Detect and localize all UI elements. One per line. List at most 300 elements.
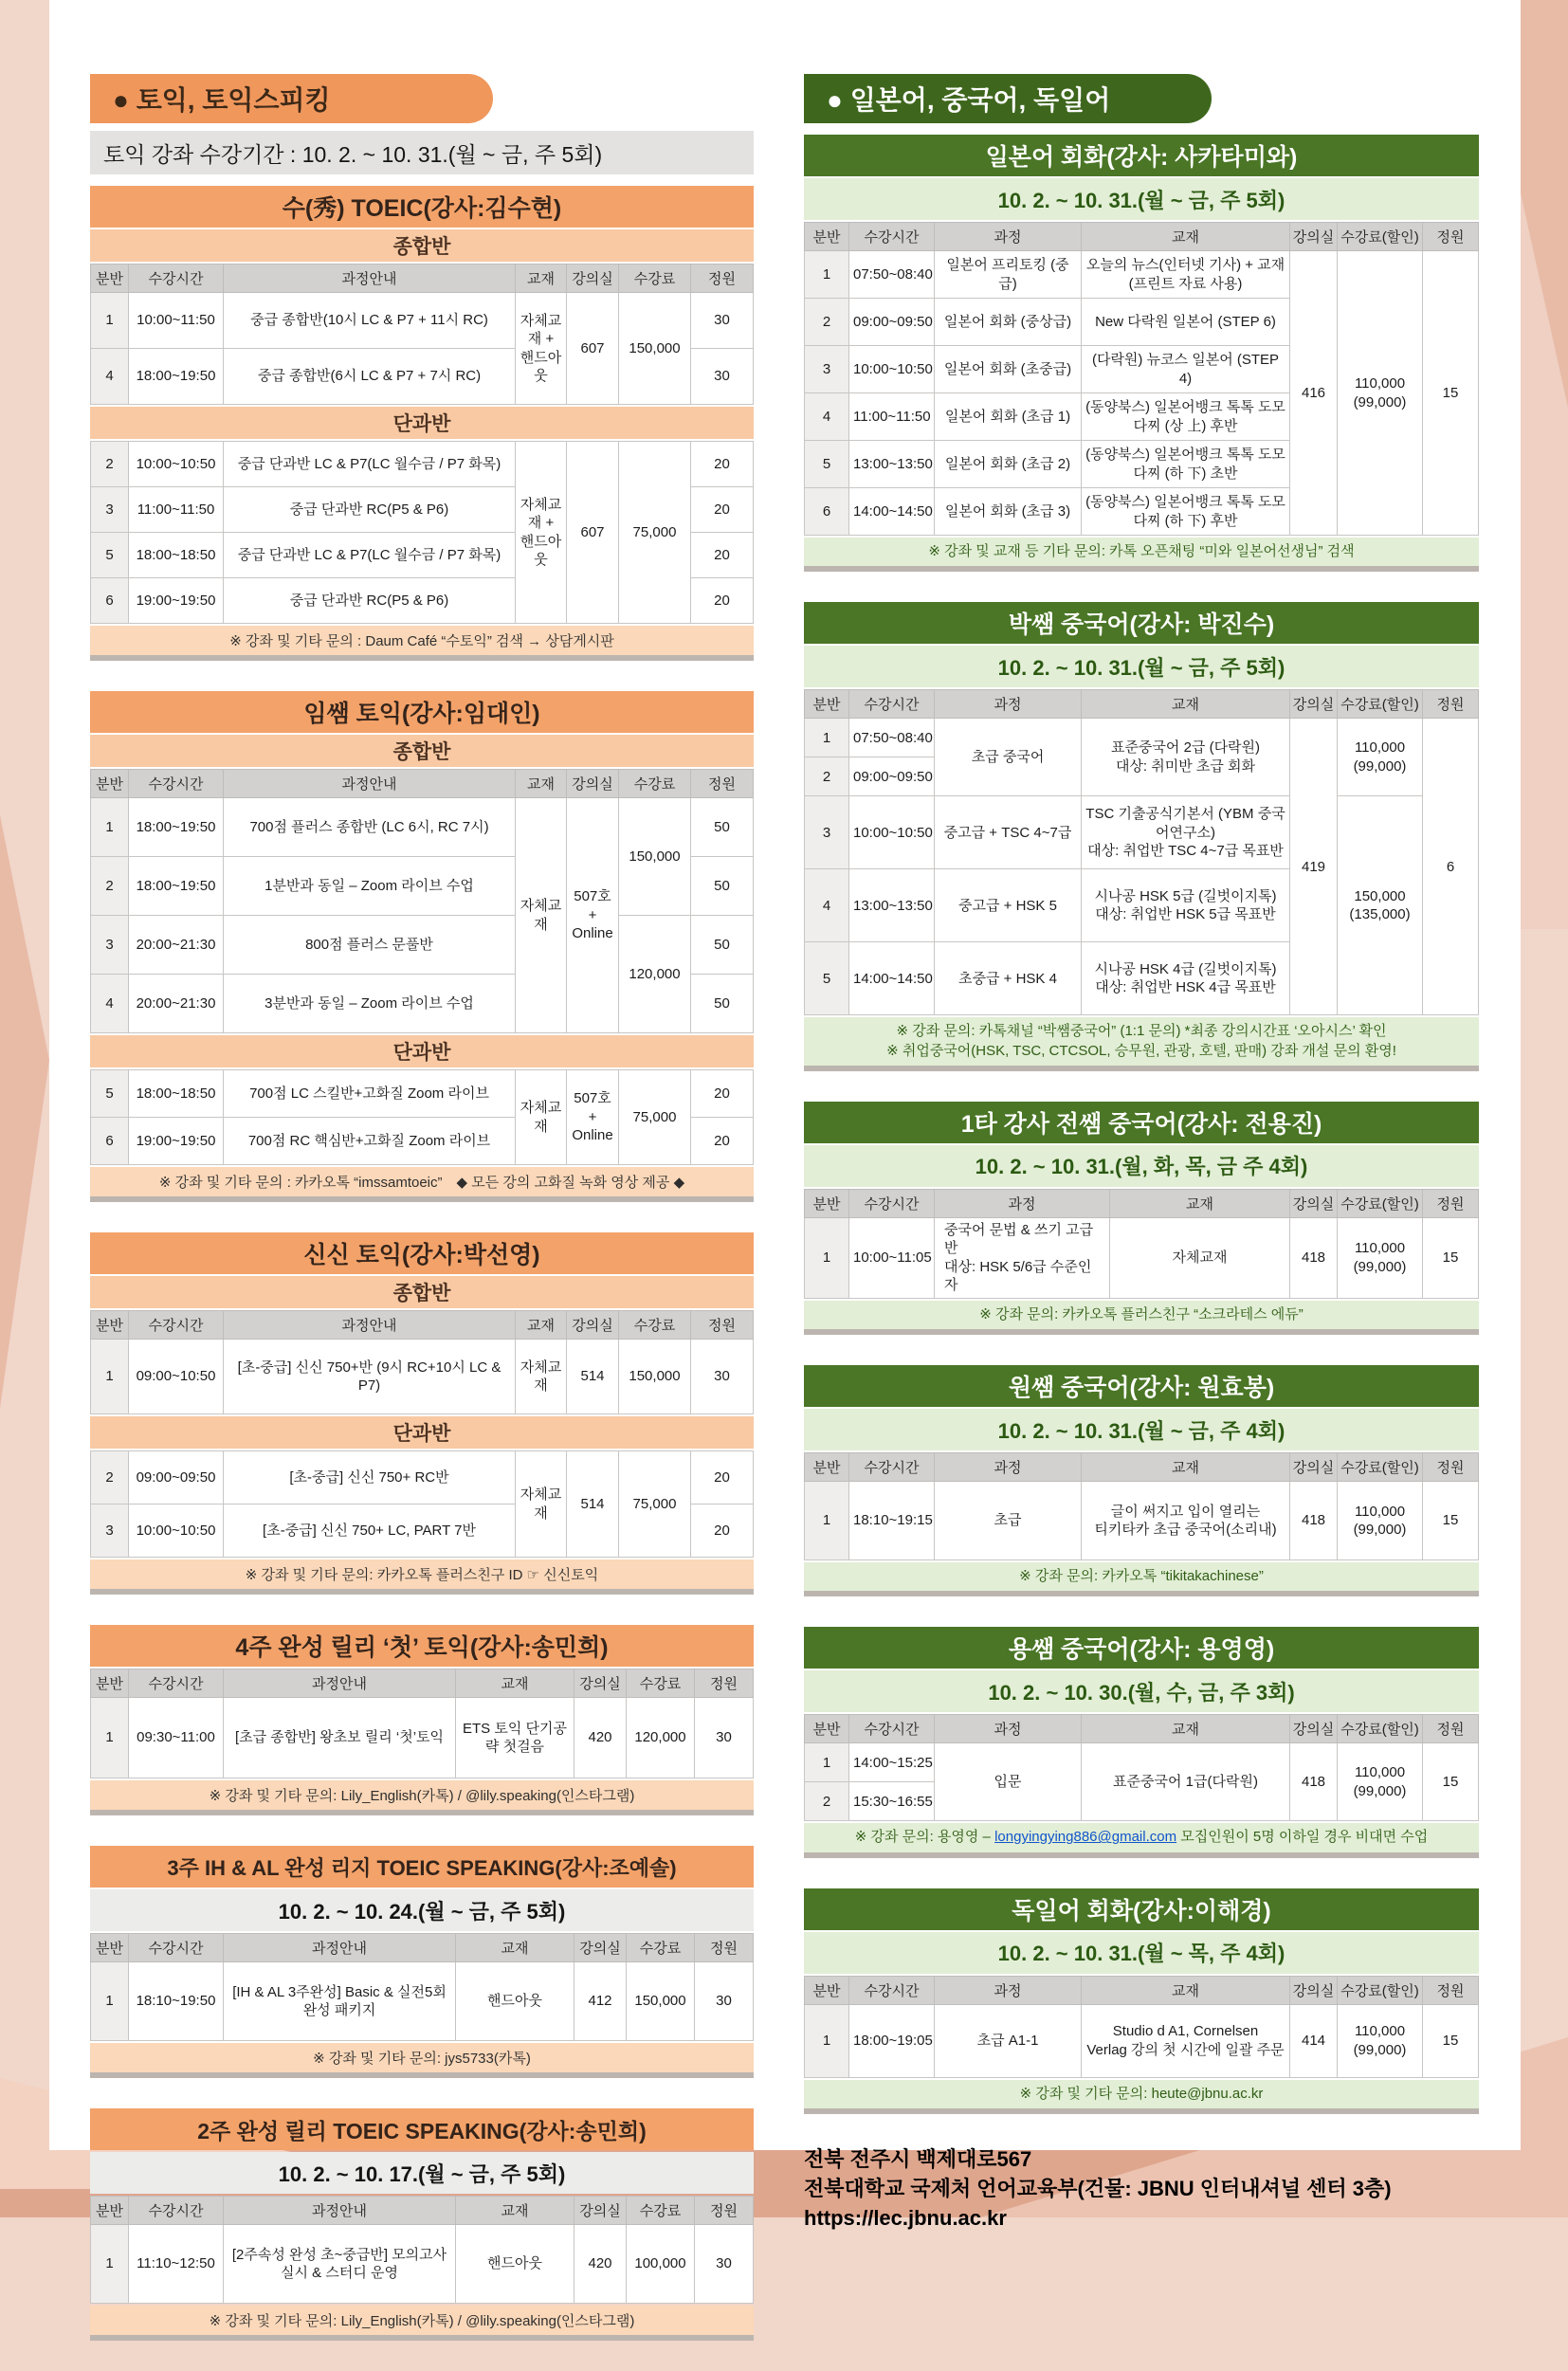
col-header: 교재 [1082,690,1290,719]
col-header: 교재 [456,2197,574,2225]
col-header: 수강료(할인) [1338,1189,1423,1217]
col-header: 강의실 [574,1934,627,1962]
toeic-section-header: ● 토익, 토익스피킹 [90,74,493,123]
col-header: 분반 [805,1453,849,1482]
col-header: 교재 [516,1311,567,1340]
col-header: 분반 [805,223,849,251]
cell-course: 700점 RC 핵심반+고화질 Zoom 라이브 [224,1118,516,1165]
cell-cap: 15 [1423,2004,1479,2077]
cell-room: 416 [1290,251,1338,536]
cell-cap: 20 [691,578,754,624]
sinsin-comp-table [90,1310,754,1414]
col-header: 분반 [805,1976,849,2004]
note-line [855,1828,1429,1847]
cell-book: 자체교재 + 핸드아웃 [516,442,567,624]
cell-cap: 15 [1423,1217,1479,1298]
cell-time: 10:00~10:50 [129,1505,224,1558]
cell-room: 418 [1290,1743,1338,1821]
cell-ban: 1 [91,798,129,857]
note-text: 모집인원이 5명 이하일 경우 비대면 수업 [1176,1829,1429,1846]
cell-course: 중급 단과반 RC(P5 & P6) [224,487,516,533]
section-sinsin-toeic [90,1232,754,1589]
cell-course: 일본어 회화 (초중급) [935,346,1082,393]
cell-course: [초-중급] 신신 750+ RC반 [224,1451,516,1505]
cell-fee: 150,000 [619,1340,691,1414]
col-header: 수강료(할인) [1338,1976,1423,2004]
im-short-table [90,1069,754,1165]
cell-book [1082,796,1290,869]
cell-cap: 30 [695,1698,754,1778]
note-text: ※ 강좌 문의: 용영영 – [854,1829,995,1846]
cell-fee: 150,000 (135,000) [1338,796,1423,1015]
cell-time: 18:00~19:50 [129,857,224,916]
cell-course: 700점 플러스 종합반 (LC 6시, RC 7시) [224,798,516,857]
cell-ban: 2 [91,1451,129,1505]
section-park-chinese [804,602,1479,1066]
cell-ban: 6 [91,1118,129,1165]
col-header: 교재 [516,264,567,293]
cell-ban: 2 [91,857,129,916]
book-line: Verlag 강의 첫 시간에 일괄 주문 [1086,2041,1285,2058]
cell-cap: 20 [691,1118,754,1165]
header-row [805,690,1479,719]
col-header: 정원 [1423,1715,1479,1743]
cell-time: 09:30~11:00 [129,1698,224,1778]
cell-ban: 3 [805,796,849,869]
cell-ban: 6 [805,488,849,536]
col-header: 강의실 [574,2197,627,2225]
won-table [804,1452,1479,1560]
cell-book: (동양북스) 일본어뱅크 톡톡 도모다찌 (상 上) 후반 [1082,393,1290,441]
section-title: 4주 완성 릴리 ‘첫’ 토익(강사:송민희) [90,1625,754,1667]
cell-ban: 1 [91,2225,129,2304]
col-header: 교재 [456,1934,574,1962]
cell-course: 800점 플러스 문풀반 [224,916,516,975]
cell-ban: 4 [805,393,849,441]
jeon-table [804,1189,1479,1299]
cell-room: 514 [567,1451,619,1558]
address-line: 전북 전주시 백제대로567 [804,2146,1032,2171]
section-note [804,1017,1479,1066]
section-note: ※ 강좌 문의: 카카오톡 “tikitakachinese” [804,1562,1479,1591]
section-lily-toeic-speaking [90,2108,754,2335]
cell-book: 자체교재 [1110,1217,1290,1298]
header-row [91,264,754,293]
cell-room: 420 [574,2225,627,2304]
cell-time: 18:00~18:50 [129,533,224,578]
section-note: ※ 강좌 및 교재 등 기타 문의: 카톡 오픈채팅 “미와 일본어선생님” 검색 [804,538,1479,566]
cell-book: 핸드아웃 [456,2225,574,2304]
col-header: 정원 [1423,1189,1479,1217]
cell-course: 중급 단과반 RC(P5 & P6) [224,578,516,624]
cell-cap: 30 [695,2225,754,2304]
cell-course: 초급 중국어 [935,719,1082,796]
section-title: 용쌤 중국어(강사: 용영영) [804,1627,1479,1669]
cell-cap: 50 [691,798,754,857]
cell-room: 607 [567,293,619,405]
col-header: 수강료 [619,264,691,293]
address-block [804,2144,1479,2234]
col-header: 수강시간 [849,1715,935,1743]
cell-ban: 1 [805,1482,849,1560]
cell-course: 초중급 + HSK 4 [935,942,1082,1015]
col-header: 수강시간 [849,1976,935,2004]
cell-book: 자체교재 [516,798,567,1033]
cell-course: [초급 종합반] 왕초보 릴리 ‘첫’토익 [224,1698,456,1778]
col-header: 교재 [1082,1976,1290,2004]
cell-time: 11:00~11:50 [849,393,935,441]
cell-ban: 2 [805,1782,849,1821]
cell-time: 07:50~08:40 [849,719,935,757]
col-header: 수강시간 [849,223,935,251]
section-jeon-chinese [804,1102,1479,1329]
cell-time: 18:10~19:50 [129,1962,224,2041]
col-header: 과정 [935,690,1082,719]
ridge3-table [90,1933,754,2041]
cell-course: 일본어 회화 (중상급) [935,299,1082,346]
header-row [805,223,1479,251]
col-header: 정원 [691,264,754,293]
cell-cap: 20 [691,1451,754,1505]
section-date: 10. 2. ~ 10. 24.(월 ~ 금, 주 5회) [90,1889,754,1931]
cell-fee: 150,000 [619,293,691,405]
section-title: 임쌤 토익(강사:임대인) [90,691,754,733]
header-row [91,2197,754,2225]
cell-course: 일본어 회화 (초급 3) [935,488,1082,536]
cell-cap: 20 [691,533,754,578]
cell-book: (다락원) 뉴코스 일본어 (STEP 4) [1082,346,1290,393]
cell-time: 14:00~14:50 [849,942,935,1015]
cell-time: 11:00~11:50 [129,487,224,533]
group-label-comprehensive: 종합반 [90,229,754,262]
col-header: 수강료 [627,1934,695,1962]
cell-book: 오늘의 뉴스(인터넷 기사) + 교재 (프린트 자료 사용) [1082,251,1290,299]
col-header: 강의실 [1290,690,1338,719]
section-title: 1타 강사 전쌤 중국어(강사: 전용진) [804,1102,1479,1143]
section-note: ※ 강좌 및 기타 문의 : 카카오톡 “imssamtoeic” ◆ 모든 강의 고화질 녹화 영상 제공 ◆ [90,1167,754,1196]
book-line: 시나공 HSK 4급 (길벗이지톡) [1094,960,1277,977]
section-note: ※ 강좌 및 기타 문의: 카카오톡 플러스친구 ID ☞ 신신토익 [90,1559,754,1589]
course-line: 대상: HSK 5/6급 수준인 자 [944,1258,1092,1294]
col-header: 강의실 [1290,1189,1338,1217]
cell-fee: 110,000 (99,000) [1338,251,1423,536]
cell-ban: 3 [91,487,129,533]
languages-section-header: ● 일본어, 중국어, 독일어 [804,74,1212,123]
section-date: 10. 2. ~ 10. 31.(월 ~ 금, 주 5회) [804,178,1479,220]
cell-ban: 1 [805,1217,849,1298]
section-note: ※ 강좌 및 기타 문의: heute@jbnu.ac.kr [804,2080,1479,2108]
section-lily-first-toeic [90,1625,754,1810]
cell-fee: 110,000 (99,000) [1338,1217,1423,1298]
section-title: 원쌤 중국어(강사: 원효봉) [804,1365,1479,1407]
park-table [804,689,1479,1015]
book-line: 대상: 취업반 TSC 4~7급 목표반 [1087,843,1284,859]
col-header: 수강시간 [129,1311,224,1340]
cell-time: 07:50~08:40 [849,251,935,299]
col-header: 과정안내 [224,264,516,293]
cell-book: 표준중국어 1급(다락원) [1082,1743,1290,1821]
col-header: 과정안내 [224,770,516,798]
cell-time: 15:30~16:55 [849,1782,935,1821]
col-header: 정원 [1423,1976,1479,2004]
cell-course: 입문 [935,1743,1082,1821]
cell-time: 20:00~21:30 [129,916,224,975]
section-won-chinese [804,1365,1479,1591]
col-header: 과정 [935,1976,1082,2004]
col-header: 수강료(할인) [1338,1715,1423,1743]
section-ridge-toeic-speaking [90,1846,754,2072]
table-row [91,1340,754,1414]
cell-room: 507호 + Online [567,1070,619,1165]
col-header: 강의실 [567,264,619,293]
cell-ban: 1 [91,1962,129,2041]
header-row [805,1976,1479,2004]
col-header: 정원 [691,1311,754,1340]
section-note: ※ 강좌 및 기타 문의 : Daum Café “수토익” 검색 → 상담게시판 [90,626,754,655]
cell-course: [2주속성 완성 초~중급반] 모의고사 실시 & 스터디 운영 [224,2225,456,2304]
section-im-toeic [90,691,754,1196]
group-label-short: 단과반 [90,407,754,439]
group-label-comprehensive: 종합반 [90,735,754,767]
cell-cap: 20 [691,1070,754,1118]
section-title: 3주 IH & AL 완성 리지 TOEIC SPEAKING(강사:조예솔) [90,1846,754,1888]
cell-ban: 1 [91,1698,129,1778]
col-header: 수강시간 [129,264,224,293]
col-header: 교재 [456,1669,574,1698]
cell-ban: 1 [91,293,129,349]
col-header: 정원 [1423,223,1479,251]
section-title: 2주 완성 릴리 TOEIC SPEAKING(강사:송민희) [90,2108,754,2150]
cell-book: (동양북스) 일본어뱅크 톡톡 도모다찌 (하 下) 후반 [1082,488,1290,536]
toeic-period-bar: 토익 강좌 수강기간 : 10. 2. ~ 10. 31.(월 ~ 금, 주 5회) [90,131,754,174]
cell-cap: 50 [691,916,754,975]
section-title: 박쌤 중국어(강사: 박진수) [804,602,1479,644]
cell-room: 412 [574,1962,627,2041]
cell-time: 20:00~21:30 [129,975,224,1033]
cell-book: ETS 토익 단기공략 첫걸음 [456,1698,574,1778]
section-note: ※ 강좌 및 기타 문의: Lily_English(카톡) / @lily.speaking(인스타그램) [90,1780,754,1810]
book-line: 글이 써지고 입이 열리는 [1110,1503,1261,1520]
col-header: 수강료(할인) [1338,690,1423,719]
cell-ban: 1 [805,1743,849,1782]
header-row [805,1715,1479,1743]
section-note: ※ 강좌 및 기타 문의: jys5733(카톡) [90,2043,754,2072]
header-row [91,1669,754,1698]
cell-fee: 110,000 (99,000) [1338,2004,1423,2077]
cell-time: 13:00~13:50 [849,441,935,488]
cell-book: (동양북스) 일본어뱅크 톡톡 도모다찌 (하 下) 초반 [1082,441,1290,488]
cell-course: 초급 A1-1 [935,2004,1082,2077]
col-header: 수강료 [627,1669,695,1698]
cell-fee: 75,000 [619,1070,691,1165]
cell-ban: 2 [805,757,849,796]
cell-course: 중급 단과반 LC & P7(LC 월수금 / P7 화목) [224,442,516,487]
section-date: 10. 2. ~ 10. 31.(월 ~ 목, 주 4회) [804,1932,1479,1974]
note-line: ※ 취업중국어(HSK, TSC, CTCSOL, 승무원, 관광, 호텔, 판매) 강좌 개설 문의 환영! [886,1042,1396,1059]
section-date: 10. 2. ~ 10. 31.(월 ~ 금, 주 5회) [804,646,1479,687]
cell-time: 18:00~19:50 [129,798,224,857]
col-header: 분반 [91,770,129,798]
header-row [805,1453,1479,1482]
book-line: 대상: 취업반 HSK 4급 목표반 [1095,979,1276,996]
col-header: 정원 [691,770,754,798]
cell-book: 자체교재 [516,1451,567,1558]
cell-time: 09:00~09:50 [849,757,935,796]
cell-course: 3분반과 동일 – Zoom 라이브 수업 [224,975,516,1033]
table-row [91,1698,754,1778]
cell-time: 10:00~10:50 [129,442,224,487]
group-label-short: 단과반 [90,1035,754,1067]
cell-cap: 20 [691,1505,754,1558]
section-title: 일본어 회화(강사: 사카타미와) [804,135,1479,176]
col-header: 분반 [91,264,129,293]
header-row [805,1189,1479,1217]
book-line: 시나공 HSK 5급 (길벗이지톡) [1094,887,1277,904]
cell-cap: 6 [1423,719,1479,1015]
cell-fee: 110,000 (99,000) [1338,719,1423,796]
col-header: 정원 [695,1934,754,1962]
col-header: 수강료(할인) [1338,223,1423,251]
section-german [804,1888,1479,2108]
cell-room: 418 [1290,1217,1338,1298]
cell-room: 420 [574,1698,627,1778]
col-header: 과정안내 [224,2197,456,2225]
note-line: ※ 강좌 문의: 카톡채널 “박쌤중국어” (1:1 문의) *최종 강의시간표 ‘오아시스’ 확인 [896,1023,1387,1040]
cell-time: 10:00~10:50 [849,346,935,393]
header-row [91,1934,754,1962]
cell-course: 일본어 회화 (초급 2) [935,441,1082,488]
section-note [804,1823,1479,1851]
book-line: TSC 기출공식기본서 (YBM 중국어연구소) [1085,806,1285,841]
book-line: 티키타카 초급 중국어(소리내) [1094,1522,1277,1538]
cell-cap: 15 [1423,1482,1479,1560]
col-header: 수강시간 [129,770,224,798]
cell-room: 514 [567,1340,619,1414]
col-header: 분반 [91,2197,129,2225]
section-title: 독일어 회화(강사:이해경) [804,1888,1479,1930]
cell-fee: 120,000 [627,1698,695,1778]
col-header: 강의실 [567,770,619,798]
cell-time: 18:00~19:05 [849,2004,935,2077]
col-header: 과정 [935,1189,1110,1217]
table-row [805,796,1479,869]
cell-room: 607 [567,442,619,624]
cell-room: 418 [1290,1482,1338,1560]
col-header: 수강시간 [849,690,935,719]
cell-ban: 1 [805,2004,849,2077]
lily2-table [90,2196,754,2304]
col-header: 수강료 [627,2197,695,2225]
bg-left-triangle [0,815,49,1460]
yong-table [804,1714,1479,1821]
cell-ban: 4 [91,975,129,1033]
cell-book [1082,719,1290,796]
section-title: 수(秀) TOEIC(강사:김수현) [90,186,754,228]
col-header: 수강시간 [849,1453,935,1482]
cell-course [935,1217,1110,1298]
cell-book: 자체교재 [516,1070,567,1165]
table-row [805,1217,1479,1298]
table-row [805,719,1479,757]
cell-room: 507호 + Online [567,798,619,1033]
email-link[interactable]: longyingying886@gmail.com [994,1829,1177,1846]
cell-ban: 1 [805,251,849,299]
col-header: 강의실 [1290,1715,1338,1743]
col-header: 과정 [935,1715,1082,1743]
cell-fee: 100,000 [627,2225,695,2304]
cell-ban: 4 [91,349,129,405]
course-line: 중국어 문법 & 쓰기 고급반 [944,1221,1094,1257]
cell-ban: 1 [805,719,849,757]
group-label-comprehensive: 종합반 [90,1276,754,1308]
section-japanese [804,135,1479,566]
col-header: 정원 [695,2197,754,2225]
col-header: 강의실 [567,1311,619,1340]
cell-cap: 50 [691,857,754,916]
cell-ban: 5 [805,441,849,488]
cell-cap: 30 [691,349,754,405]
cell-ban: 5 [91,1070,129,1118]
cell-book: 핸드아웃 [456,1962,574,2041]
col-header: 수강시간 [129,1669,224,1698]
cell-cap: 20 [691,442,754,487]
cell-course: 중급 종합반(6시 LC & P7 + 7시 RC) [224,349,516,405]
group-label-short: 단과반 [90,1416,754,1449]
col-header: 수강시간 [129,1934,224,1962]
header-row [91,1311,754,1340]
col-header: 분반 [91,1311,129,1340]
col-header: 강의실 [1290,1453,1338,1482]
cell-ban: 6 [91,578,129,624]
col-header: 분반 [91,1934,129,1962]
cell-course: 700점 LC 스킬반+고화질 Zoom 라이브 [224,1070,516,1118]
lily4-table [90,1669,754,1778]
cell-course: 중고급 + HSK 5 [935,869,1082,942]
cell-time: 18:10~19:15 [849,1482,935,1560]
japanese-table [804,222,1479,536]
cell-cap: 30 [695,1962,754,2041]
col-header: 교재 [516,770,567,798]
col-header: 정원 [1423,690,1479,719]
col-header: 과정안내 [224,1934,456,1962]
cell-course: 초급 [935,1482,1082,1560]
col-header: 교재 [1082,223,1290,251]
cell-time: 09:00~09:50 [129,1451,224,1505]
cell-time: 19:00~19:50 [129,1118,224,1165]
cell-room: 414 [1290,2004,1338,2077]
cell-cap: 30 [691,1340,754,1414]
cell-time: 11:10~12:50 [129,2225,224,2304]
cell-time: 09:00~09:50 [849,299,935,346]
header-row [91,770,754,798]
cell-fee: 150,000 [619,798,691,916]
col-header: 강의실 [574,1669,627,1698]
cell-time: 19:00~19:50 [129,578,224,624]
col-header: 과정 [935,1453,1082,1482]
table-row [805,1743,1479,1782]
col-header: 분반 [91,1669,129,1698]
section-su-toeic [90,186,754,655]
cell-time: 18:00~18:50 [129,1070,224,1118]
cell-course: 일본어 프리토킹 (중급) [935,251,1082,299]
cell-cap: 15 [1423,251,1479,536]
col-header: 강의실 [1290,223,1338,251]
cell-time: 14:00~15:25 [849,1743,935,1782]
book-line: 대상: 취업반 HSK 5급 목표반 [1095,906,1276,923]
column-toeic [90,74,754,2371]
cell-time: 10:00~10:50 [849,796,935,869]
cell-time: 18:00~19:50 [129,349,224,405]
